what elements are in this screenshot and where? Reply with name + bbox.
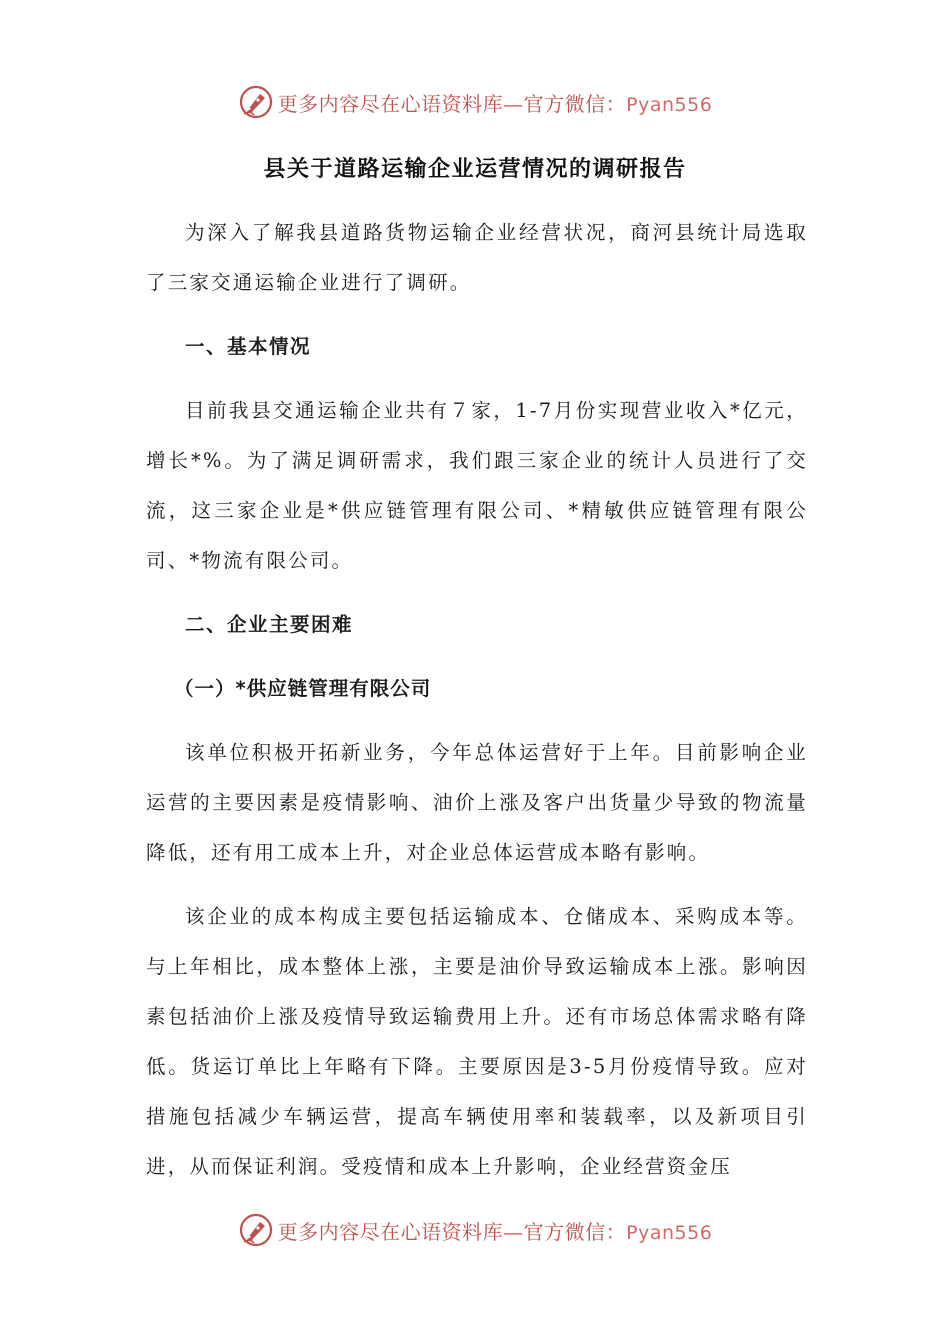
company-1-paragraph-2: 该企业的成本构成主要包括运输成本、仓储成本、采购成本等。与上年相比，成本整体上涨，主要是油价导致运输成本上涨。影响因素包括油价上涨及疫情导致运输费用上升。还有市场总体需求略有降低。货运订单比上年略有下降。主要原因是3-5月份疫情导致。应对措施包括减少车辆运营，提高车辆使用率和装载率，以及新项目引进，从而保证利润。受疫情和成本上升影响，企业经营资金压 (146, 905, 808, 1178)
watermark-text: 更多内容尽在心语资料库—官方微信：Pyan556 (277, 91, 713, 116)
basic-situation-paragraph: 目前我县交通运输企业共有７家，1-7月份实现营业收入*亿元，增长*%。为了满足调研需求，我们跟三家企业的统计人员进行了交流，这三家企业是*供应链管理有限公司、*精敏供应链管理有限公司、*物流有限公司。 (146, 399, 808, 572)
pen-nib-logo-icon (238, 84, 274, 120)
watermark-banner-bottom (0, 1210, 950, 1250)
company-1-paragraph-1: 该单位积极开拓新业务，今年总体运营好于上年。目前影响企业运营的主要因素是疫情影响、油价上涨及客户出货量少导致的物流量降低，还有用工成本上升，对企业总体运营成本略有影响。 (146, 741, 808, 864)
watermark-wechat-id: Pyan556 (626, 93, 713, 116)
section-heading-difficulties: 二、企业主要困难 (185, 613, 354, 636)
document-body (146, 208, 808, 1192)
watermark-text: 更多内容尽在心语资料库—官方微信：Pyan556 (277, 1219, 713, 1244)
pen-nib-logo-icon (238, 1212, 274, 1248)
watermark-wechat-id: Pyan556 (626, 1221, 713, 1244)
watermark-banner-top (0, 82, 950, 122)
intro-paragraph: 为深入了解我县道路货物运输企业经营状况，商河县统计局选取了三家交通运输企业进行了调研。 (146, 221, 808, 294)
section-heading-basic: 一、基本情况 (185, 335, 312, 358)
document-title: 县关于道路运输企业运营情况的调研报告 (263, 157, 687, 182)
subsection-heading-company-1: （一）*供应链管理有限公司 (174, 677, 432, 700)
